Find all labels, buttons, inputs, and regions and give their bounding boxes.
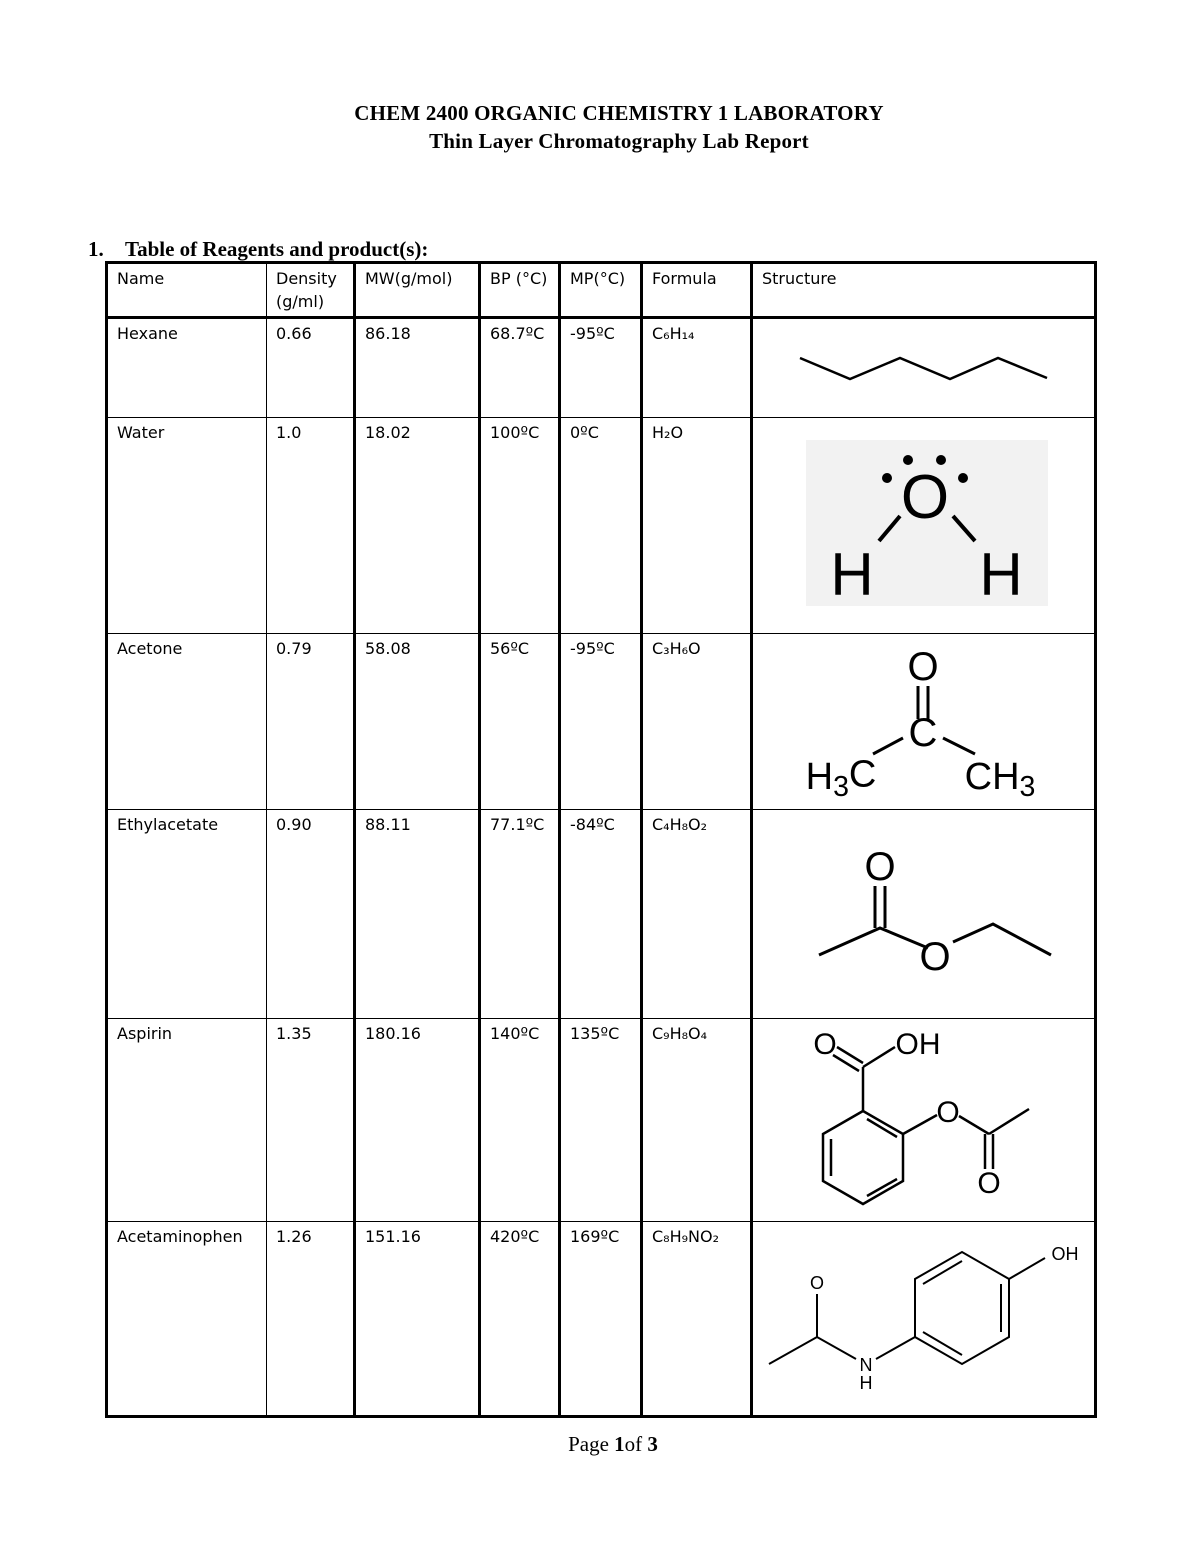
header-name: Name bbox=[107, 263, 267, 318]
svg-text:O: O bbox=[936, 1096, 960, 1129]
page-number bbox=[0, 1432, 1200, 1457]
cell-bp: 100ºC bbox=[480, 418, 560, 634]
section-heading bbox=[88, 237, 428, 262]
water-lewis-structure-icon bbox=[753, 418, 1093, 632]
svg-text:H: H bbox=[979, 541, 1023, 608]
reagents-table bbox=[105, 261, 1097, 1418]
section-number: 1. bbox=[88, 237, 104, 261]
cell-name: Acetone bbox=[107, 634, 267, 810]
cell-formula: C₃H₆O bbox=[642, 634, 752, 810]
cell-bp: 140ºC bbox=[480, 1019, 560, 1222]
svg-text:O: O bbox=[900, 463, 950, 532]
section-title: Table of Reagents and product(s): bbox=[125, 237, 429, 261]
cell-mp: 0ºC bbox=[560, 418, 642, 634]
ethyl-acetate-structure-icon bbox=[753, 810, 1093, 1016]
svg-text:O: O bbox=[907, 645, 939, 689]
svg-text:H3C: H3C bbox=[805, 753, 877, 804]
cell-formula: C₈H₉NO₂ bbox=[642, 1222, 752, 1417]
table-row bbox=[107, 1222, 1096, 1417]
svg-text:OH: OH bbox=[895, 1028, 941, 1061]
cell-density: 1.0 bbox=[267, 418, 355, 634]
cell-formula: C₄H₈O₂ bbox=[642, 810, 752, 1019]
svg-text:O: O bbox=[977, 1167, 1001, 1200]
svg-text:O: O bbox=[813, 1028, 837, 1061]
report-title: Thin Layer Chromatography Lab Report bbox=[429, 129, 809, 153]
table-row bbox=[107, 318, 1096, 418]
cell-structure bbox=[752, 1222, 1096, 1417]
cell-bp: 56ºC bbox=[480, 634, 560, 810]
cell-name: Ethylacetate bbox=[107, 810, 267, 1019]
svg-text:OH: OH bbox=[1051, 1244, 1079, 1264]
page-middle: of bbox=[624, 1432, 648, 1456]
cell-density: 1.26 bbox=[267, 1222, 355, 1417]
cell-structure bbox=[752, 1019, 1096, 1222]
header-structure: Structure bbox=[752, 263, 1096, 318]
cell-density: 0.79 bbox=[267, 634, 355, 810]
header-density: Density (g/ml) bbox=[267, 263, 355, 318]
cell-density: 0.66 bbox=[267, 318, 355, 418]
header-formula: Formula bbox=[642, 263, 752, 318]
cell-mp: -95ºC bbox=[560, 634, 642, 810]
cell-formula: H₂O bbox=[642, 418, 752, 634]
svg-text:O: O bbox=[919, 935, 951, 979]
acetaminophen-structure-icon bbox=[753, 1222, 1093, 1414]
svg-text:N: N bbox=[859, 1355, 873, 1375]
course-title: CHEM 2400 ORGANIC CHEMISTRY 1 LABORATORY bbox=[354, 101, 884, 125]
cell-structure bbox=[752, 810, 1096, 1019]
cell-structure bbox=[752, 634, 1096, 810]
cell-mp: 135ºC bbox=[560, 1019, 642, 1222]
cell-bp: 77.1ºC bbox=[480, 810, 560, 1019]
cell-mw: 151.16 bbox=[355, 1222, 480, 1417]
cell-structure bbox=[752, 318, 1096, 418]
page-current: 1 bbox=[614, 1432, 625, 1456]
header-mp: MP(°C) bbox=[560, 263, 642, 318]
table-row bbox=[107, 1019, 1096, 1222]
header-mw: MW(g/mol) bbox=[355, 263, 480, 318]
svg-text:H: H bbox=[830, 541, 874, 608]
table-row bbox=[107, 634, 1096, 810]
cell-mp: 169ºC bbox=[560, 1222, 642, 1417]
aspirin-structure-icon bbox=[753, 1019, 1093, 1219]
cell-name: Water bbox=[107, 418, 267, 634]
cell-mw: 88.11 bbox=[355, 810, 480, 1019]
cell-formula: C₉H₈O₄ bbox=[642, 1019, 752, 1222]
page-prefix: Page bbox=[568, 1432, 615, 1456]
table-row bbox=[107, 810, 1096, 1019]
svg-text:O: O bbox=[864, 845, 896, 889]
table-row bbox=[107, 418, 1096, 634]
acetone-structure-icon bbox=[753, 634, 1093, 808]
cell-mp: -84ºC bbox=[560, 810, 642, 1019]
cell-name: Acetaminophen bbox=[107, 1222, 267, 1417]
svg-text:CH3: CH3 bbox=[964, 756, 1036, 804]
header-bp: BP (°C) bbox=[480, 263, 560, 318]
cell-bp: 68.7ºC bbox=[480, 318, 560, 418]
cell-density: 1.35 bbox=[267, 1019, 355, 1222]
svg-text:O: O bbox=[809, 1273, 825, 1293]
cell-bp: 420ºC bbox=[480, 1222, 560, 1417]
svg-text:C: C bbox=[908, 711, 938, 755]
cell-mw: 18.02 bbox=[355, 418, 480, 634]
cell-formula: C₆H₁₄ bbox=[642, 318, 752, 418]
cell-density: 0.90 bbox=[267, 810, 355, 1019]
table-header-row bbox=[107, 263, 1096, 318]
cell-mw: 86.18 bbox=[355, 318, 480, 418]
cell-name: Hexane bbox=[107, 318, 267, 418]
cell-mp: -95ºC bbox=[560, 318, 642, 418]
page-total: 3 bbox=[647, 1432, 658, 1456]
cell-structure bbox=[752, 418, 1096, 634]
cell-mw: 58.08 bbox=[355, 634, 480, 810]
cell-name: Aspirin bbox=[107, 1019, 267, 1222]
cell-mw: 180.16 bbox=[355, 1019, 480, 1222]
hexane-structure-icon bbox=[753, 319, 1093, 417]
svg-text:H: H bbox=[859, 1373, 873, 1393]
